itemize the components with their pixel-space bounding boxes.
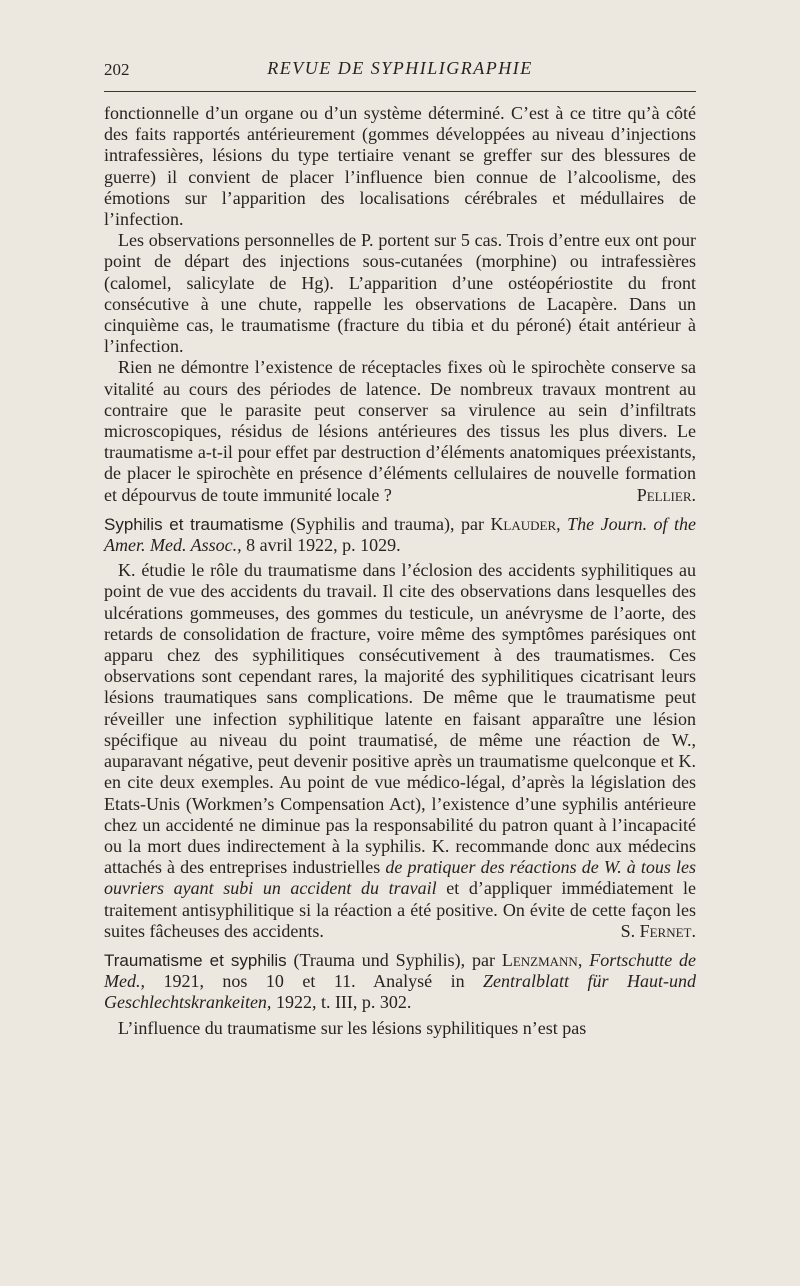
author-signature: S. Fernet. bbox=[620, 920, 696, 941]
paragraph-text: K. étudie le rôle du traumatisme dans l’éclosion des accidents syphilitiques au point de vue des accidents du travail. Il cite des observations dans lesquelles des ulcérations gommeuses, des gommes du testicule, un anévrysme de l’aorte, des retards de consolidation de fracture, voire même des symptômes parésiques ont apparu chez des syphilitiques consécutivement à des traumatismes. Ces observations sont cependant rares, la majorité des syphilitiques cicatrisant leurs lésions traumatiques sans complications. De même que le traumatisme peut réveiller une infection syphilitique latente en faisant apparaître une lésion spécifique au niveau du point traumatisé, de même une réaction de W., auparavant négative, peut devenir positive après un traumatisme quelconque et K. en cite deux exemples. Au point de vue médico-légal, d’après la législation des Etats-Unis (Workmen’s Compensation Act), l’existence d’une syphilis antérieure chez un accidenté ne diminue pas la responsabilité du patron quant à l’incapacité ou la mort dues indirectement à la syphilis. K. recommande donc aux médecins attachés à des entreprises industrielles bbox=[104, 560, 696, 878]
paragraph-observations: Les observations personnelles de P. portent sur 5 cas. Trois d’entre eux ont pour point de départ des injections sous-cutanées (morphine) ou intrafessières (calomel, salicylate de Hg). L’apparition d’une ostéopériostite du front consécutive à une chute, rappelle les observations de Lacapère. Dans un cinquième cas, le traumatisme (fracture du tibia et du péroné) était antérieur à l’infection. bbox=[104, 230, 696, 357]
review-volume: 1922, t. III, p. 302. bbox=[275, 992, 412, 1013]
review-journal: Fortschutte de Med., bbox=[104, 949, 697, 992]
review-author: Lenzmann, bbox=[501, 949, 583, 970]
header-rule bbox=[104, 91, 696, 92]
review-issue: 1921, nos 10 et 11. Analysé in bbox=[163, 971, 465, 992]
review-heading-klauder bbox=[104, 514, 696, 556]
paragraph-lenzmann-summary: L’influence du traumatisme sur les lésions syphilitiques n’est pas bbox=[118, 1017, 587, 1038]
page-header bbox=[104, 58, 696, 84]
paragraph-text-end: et d’appliquer immédiatement le traitement antisyphilitique si la réaction a été positive. On évite de cette façon les suites fâcheuses des accidents. bbox=[104, 878, 696, 941]
review-reference: (Syphilis and trauma), par bbox=[290, 513, 484, 534]
paragraph-italic-text: de pratiquer des réactions de W. à tous les ouvriers ayant subi un accident du travail bbox=[104, 857, 697, 899]
review-title: Traumatisme et syphilis bbox=[104, 950, 287, 970]
review-journal: The Journ. of the Amer. Med. Assoc., bbox=[104, 513, 696, 556]
review-title: Syphilis et traumatisme bbox=[104, 514, 284, 534]
page-number: 202 bbox=[104, 60, 130, 79]
paragraph-text: Rien ne démontre l’existence de réceptacles fixes où le spirochète conserve sa vitalité au cours des périodes de latence. De nombreux travaux montrent au contraire que le parasite peut conserver sa virulence au sein d’infiltrats microscopiques, résidus de lésions antérieures des tissus les plus divers. Le traumatisme a-t-il pour effet par destruction d’éléments anatomiques préexistants, de placer le spirochète en présence d’éléments cellulaires de nouvelle formation et dépourvus de toute immunité locale ? bbox=[104, 357, 696, 505]
paragraph-spirochete bbox=[104, 357, 696, 505]
review-journal-secondary: Zentralblatt für Haut-und Geschlechtskrankeiten, bbox=[104, 971, 696, 1013]
review-heading-lenzmann bbox=[104, 950, 696, 1014]
body-text bbox=[104, 103, 696, 1039]
paragraph-continuation: fonctionnelle d’un organe ou d’un système déterminé. C’est à ce titre qu’à côté des faits rapportés antérieurement (gommes développées au niveau d’injections intrafessières, lésions du type tertiaire venant se greffer sur des blessures de guerre) il convient de placer l’influence bien connue de l’alcoolisme, des émotions sur l’apparition des localisations cérébrales et médullaires de l’infection. bbox=[104, 103, 696, 230]
running-title: REVUE DE SYPHILIGRAPHIE bbox=[267, 58, 533, 78]
paragraph-klauder-summary bbox=[104, 560, 696, 942]
review-date: 8 avril 1922, p. 1029. bbox=[246, 535, 401, 556]
review-reference: (Trauma und Syphilis), par bbox=[293, 949, 495, 970]
author-signature: Pellier. bbox=[636, 484, 696, 505]
review-author: Klauder, bbox=[490, 513, 561, 534]
